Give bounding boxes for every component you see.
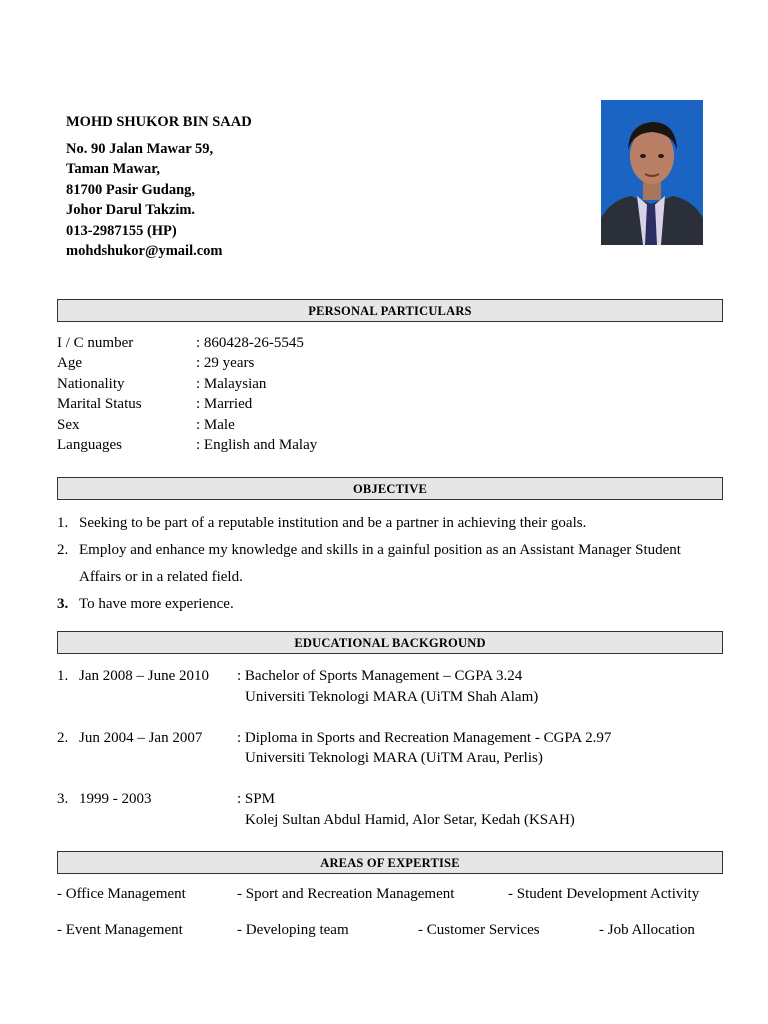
objective-number: 3. <box>57 596 69 612</box>
expertise-list <box>57 884 723 956</box>
objective-item <box>57 537 737 591</box>
particular-label: Nationality <box>57 375 125 392</box>
expertise-item: - Student Development Activity <box>508 886 700 902</box>
particular-value: : 29 years <box>196 355 255 372</box>
particular-row <box>57 374 317 394</box>
address-line: Johor Darul Takzim. <box>66 202 196 218</box>
address-line: 81700 Pasir Gudang, <box>66 181 196 198</box>
particular-label: Sex <box>57 416 80 433</box>
particular-value: : English and Malay <box>196 437 318 454</box>
expertise-row <box>57 884 723 920</box>
particular-value: : 860428-26-5545 <box>196 335 304 351</box>
particular-value: : Male <box>196 416 235 433</box>
contact-header <box>66 112 252 262</box>
education-entry <box>57 728 737 769</box>
particular-label: Languages <box>57 437 122 454</box>
particular-row <box>57 435 317 455</box>
objective-number: 1. <box>57 515 69 531</box>
education-period: 1999 - 2003 <box>79 791 152 807</box>
education-list <box>57 666 737 851</box>
objective-text: To have more experience. <box>79 596 234 612</box>
objective-list <box>57 510 737 618</box>
expertise-item: - Event Management <box>57 922 183 938</box>
expertise-item: - Sport and Recreation Management <box>237 886 455 902</box>
portrait-illustration <box>601 100 703 245</box>
education-number: 1. <box>57 668 69 684</box>
expertise-item: - Customer Services <box>418 922 540 938</box>
particular-value: : Malaysian <box>196 375 267 392</box>
education-entry <box>57 789 737 830</box>
particular-row <box>57 415 317 435</box>
phone-number: 013-2987155 (HP) <box>66 222 177 239</box>
education-institution: Kolej Sultan Abdul Hamid, Alor Setar, Kedah (KSAH) <box>245 811 575 828</box>
particular-value: : Married <box>196 396 253 413</box>
section-objective: OBJECTIVE <box>57 477 723 500</box>
education-period: Jan 2008 – June 2010 <box>79 668 209 684</box>
personal-particulars <box>57 333 317 455</box>
expertise-item: - Developing team <box>237 922 349 938</box>
education-qualification: : Bachelor of Sports Management – CGPA 3.24 <box>237 668 523 684</box>
address-line: No. 90 Jalan Mawar 59, <box>66 140 214 157</box>
expertise-row <box>57 920 723 956</box>
particular-row <box>57 353 317 373</box>
education-number: 2. <box>57 729 69 746</box>
education-institution: Universiti Teknologi MARA (UiTM Shah Alam) <box>245 688 539 705</box>
education-qualification: : SPM <box>237 791 275 807</box>
section-areas-of-expertise: AREAS OF EXPERTISE <box>57 851 723 874</box>
education-entry <box>57 666 737 707</box>
education-number: 3. <box>57 791 69 807</box>
applicant-name: MOHD SHUKOR BIN SAAD <box>66 114 252 130</box>
objective-text: Seeking to be part of a reputable institution and be a partner in achieving their goals. <box>79 515 587 531</box>
objective-number: 2. <box>57 542 69 558</box>
section-personal-particulars: PERSONAL PARTICULARS <box>57 299 723 322</box>
particular-row <box>57 333 317 353</box>
education-period: Jun 2004 – Jan 2007 <box>79 729 203 746</box>
particular-label: Age <box>57 355 82 372</box>
objective-item <box>57 591 737 618</box>
expertise-item: - Job Allocation <box>599 922 695 938</box>
address-line: Taman Mawar, <box>66 161 160 177</box>
objective-item <box>57 510 737 537</box>
profile-photo <box>601 100 703 245</box>
email-address: mohdshukor@ymail.com <box>66 243 223 259</box>
particular-label: I / C number <box>57 335 134 351</box>
objective-text: Employ and enhance my knowledge and skills in a gainful position as an Assistant Manager Student Affairs or in a related field. <box>79 542 681 585</box>
expertise-item: - Office Management <box>57 886 186 902</box>
particular-row <box>57 394 317 414</box>
particular-label: Marital Status <box>57 396 142 413</box>
section-educational-background: EDUCATIONAL BACKGROUND <box>57 631 723 654</box>
education-qualification: : Diploma in Sports and Recreation Management - CGPA 2.97 <box>237 729 612 746</box>
education-institution: Universiti Teknologi MARA (UiTM Arau, Perlis) <box>245 750 543 766</box>
